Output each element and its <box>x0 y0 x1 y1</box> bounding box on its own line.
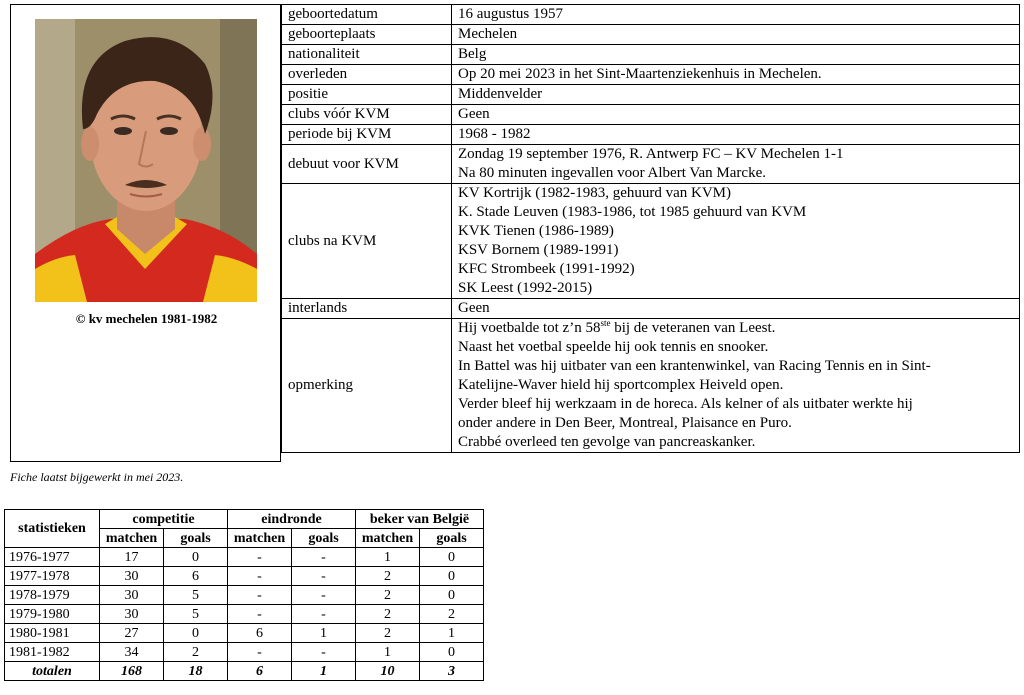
stats-header-label: statistieken <box>5 510 100 548</box>
stat-cell: 27 <box>100 624 164 643</box>
stat-cell: - <box>292 548 356 567</box>
info-row-birthdate <box>282 5 1020 25</box>
info-row-nationality <box>282 45 1020 65</box>
info-value <box>452 319 1020 453</box>
debut-line: Na 80 minuten ingevallen voor Albert Van Marcke. <box>458 165 766 181</box>
player-portrait-image <box>35 19 257 302</box>
stat-cell: 0 <box>420 548 484 567</box>
stats-row <box>5 643 484 662</box>
remark-line: Katelijne-Waver hield hij sportcomplex Heiveld open. <box>458 377 784 393</box>
club-line: SK Leest (1992-2015) <box>458 280 593 296</box>
info-label: interlands <box>282 299 452 319</box>
last-updated-note: Fiche laatst bijgewerkt in mei 2023. <box>10 470 184 484</box>
info-row-birthplace <box>282 25 1020 45</box>
stats-subheader: matchen <box>356 529 420 548</box>
info-label: debuut voor KVM <box>282 145 452 184</box>
stat-cell: 5 <box>164 605 228 624</box>
stat-cell: - <box>228 586 292 605</box>
club-line: KVK Tienen (1986-1989) <box>458 223 614 239</box>
stats-totals-row <box>5 662 484 681</box>
stats-group-header-row <box>5 510 484 529</box>
total-cell: 1 <box>292 662 356 681</box>
stat-cell: 34 <box>100 643 164 662</box>
club-line: K. Stade Leuven (1983-1986, tot 1985 gehuurd van KVM <box>458 204 807 220</box>
info-label: geboortedatum <box>282 5 452 25</box>
info-value: 1968 - 1982 <box>452 125 1020 145</box>
stat-cell: 5 <box>164 586 228 605</box>
stat-cell: 2 <box>164 643 228 662</box>
total-cell: 18 <box>164 662 228 681</box>
info-row-position <box>282 85 1020 105</box>
stat-cell: 0 <box>164 548 228 567</box>
total-cell: 168 <box>100 662 164 681</box>
total-cell: 3 <box>420 662 484 681</box>
club-line: KSV Bornem (1989-1991) <box>458 242 619 258</box>
info-value: Mechelen <box>452 25 1020 45</box>
stat-cell: - <box>228 567 292 586</box>
season-cell: 1977-1978 <box>5 567 100 586</box>
remark-line: Naast het voetbal speelde hij ook tennis en snooker. <box>458 339 769 355</box>
stats-subheader: matchen <box>228 529 292 548</box>
stat-cell: 6 <box>164 567 228 586</box>
info-label: positie <box>282 85 452 105</box>
photo-caption: © kv mechelen 1981-1982 <box>75 311 218 326</box>
stats-subheader: goals <box>164 529 228 548</box>
stat-cell: - <box>292 605 356 624</box>
stat-cell: 1 <box>420 624 484 643</box>
info-label: nationaliteit <box>282 45 452 65</box>
totals-label: totalen <box>5 662 100 681</box>
stat-cell: 0 <box>164 624 228 643</box>
stats-row <box>5 605 484 624</box>
player-photo <box>35 19 257 302</box>
stat-cell: 1 <box>292 624 356 643</box>
club-line: KFC Strombeek (1991-1992) <box>458 261 635 277</box>
info-row-deceased <box>282 65 1020 85</box>
stat-cell: - <box>228 605 292 624</box>
debut-line: Zondag 19 september 1976, R. Antwerp FC – KV Mechelen 1-1 <box>458 146 844 162</box>
stats-row <box>5 567 484 586</box>
info-label: opmerking <box>282 319 452 453</box>
info-value: Middenvelder <box>452 85 1020 105</box>
info-label: periode bij KVM <box>282 125 452 145</box>
photo-panel <box>10 4 281 462</box>
remark-line: In Battel was hij uitbater van een krantenwinkel, van Racing Tennis en in Sint- <box>458 358 931 374</box>
stat-cell: 0 <box>420 567 484 586</box>
remark-line: onder andere in Den Beer, Montreal, Plaisance en Puro. <box>458 415 792 431</box>
remark-line: Crabbé overleed ten gevolge van pancreaskanker. <box>458 434 756 450</box>
stats-row <box>5 548 484 567</box>
stat-cell: - <box>228 643 292 662</box>
remark-text: bij de veteranen van Leest. <box>610 320 776 336</box>
stats-group-header: beker van België <box>356 510 484 529</box>
stats-subheader: goals <box>292 529 356 548</box>
stat-cell: 2 <box>356 624 420 643</box>
stats-group-header: eindronde <box>228 510 356 529</box>
stats-group-header: competitie <box>100 510 228 529</box>
stat-cell: 2 <box>356 586 420 605</box>
stat-cell: - <box>292 643 356 662</box>
stat-cell: 6 <box>228 624 292 643</box>
season-cell: 1979-1980 <box>5 605 100 624</box>
info-value: Belg <box>452 45 1020 65</box>
stat-cell: 30 <box>100 567 164 586</box>
info-value <box>452 184 1020 299</box>
info-value: 16 augustus 1957 <box>452 5 1020 25</box>
statistics-table <box>4 509 484 681</box>
stat-cell: - <box>292 567 356 586</box>
remark-line <box>458 319 1013 338</box>
info-label: clubs na KVM <box>282 184 452 299</box>
stat-cell: 1 <box>356 643 420 662</box>
info-row-internationals <box>282 299 1020 319</box>
stat-cell: - <box>292 586 356 605</box>
stat-cell: 1 <box>356 548 420 567</box>
remark-text: Hij voetbalde tot z’n 58 <box>458 320 601 336</box>
stats-row <box>5 624 484 643</box>
stat-cell: 30 <box>100 605 164 624</box>
stat-cell: 0 <box>420 643 484 662</box>
info-label: overleden <box>282 65 452 85</box>
stat-cell: 0 <box>420 586 484 605</box>
info-value: Geen <box>452 299 1020 319</box>
info-label: geboorteplaats <box>282 25 452 45</box>
info-label: clubs vóór KVM <box>282 105 452 125</box>
info-row-clubs-after <box>282 184 1020 299</box>
info-row-period <box>282 125 1020 145</box>
info-value: Op 20 mei 2023 in het Sint-Maartenziekenhuis in Mechelen. <box>452 65 1020 85</box>
season-cell: 1980-1981 <box>5 624 100 643</box>
remark-line: Verder bleef hij werkzaam in de horeca. Als kelner of als uitbater werkte hij <box>458 396 913 412</box>
total-cell: 10 <box>356 662 420 681</box>
info-value <box>452 145 1020 184</box>
stat-cell: - <box>228 548 292 567</box>
club-line: KV Kortrijk (1982-1983, gehuurd van KVM) <box>458 185 732 201</box>
stats-subheader: goals <box>420 529 484 548</box>
stat-cell: 30 <box>100 586 164 605</box>
stat-cell: 17 <box>100 548 164 567</box>
stats-subheader: matchen <box>100 529 164 548</box>
info-row-remarks <box>282 319 1020 453</box>
info-value: Geen <box>452 105 1020 125</box>
stats-row <box>5 586 484 605</box>
stat-cell: 2 <box>356 605 420 624</box>
info-row-clubs-before <box>282 105 1020 125</box>
player-info-table <box>281 4 1020 453</box>
stat-cell: 2 <box>356 567 420 586</box>
remark-superscript: ste <box>600 318 611 328</box>
total-cell: 6 <box>228 662 292 681</box>
season-cell: 1981-1982 <box>5 643 100 662</box>
season-cell: 1978-1979 <box>5 586 100 605</box>
info-row-debut <box>282 145 1020 184</box>
season-cell: 1976-1977 <box>5 548 100 567</box>
stat-cell: 2 <box>420 605 484 624</box>
